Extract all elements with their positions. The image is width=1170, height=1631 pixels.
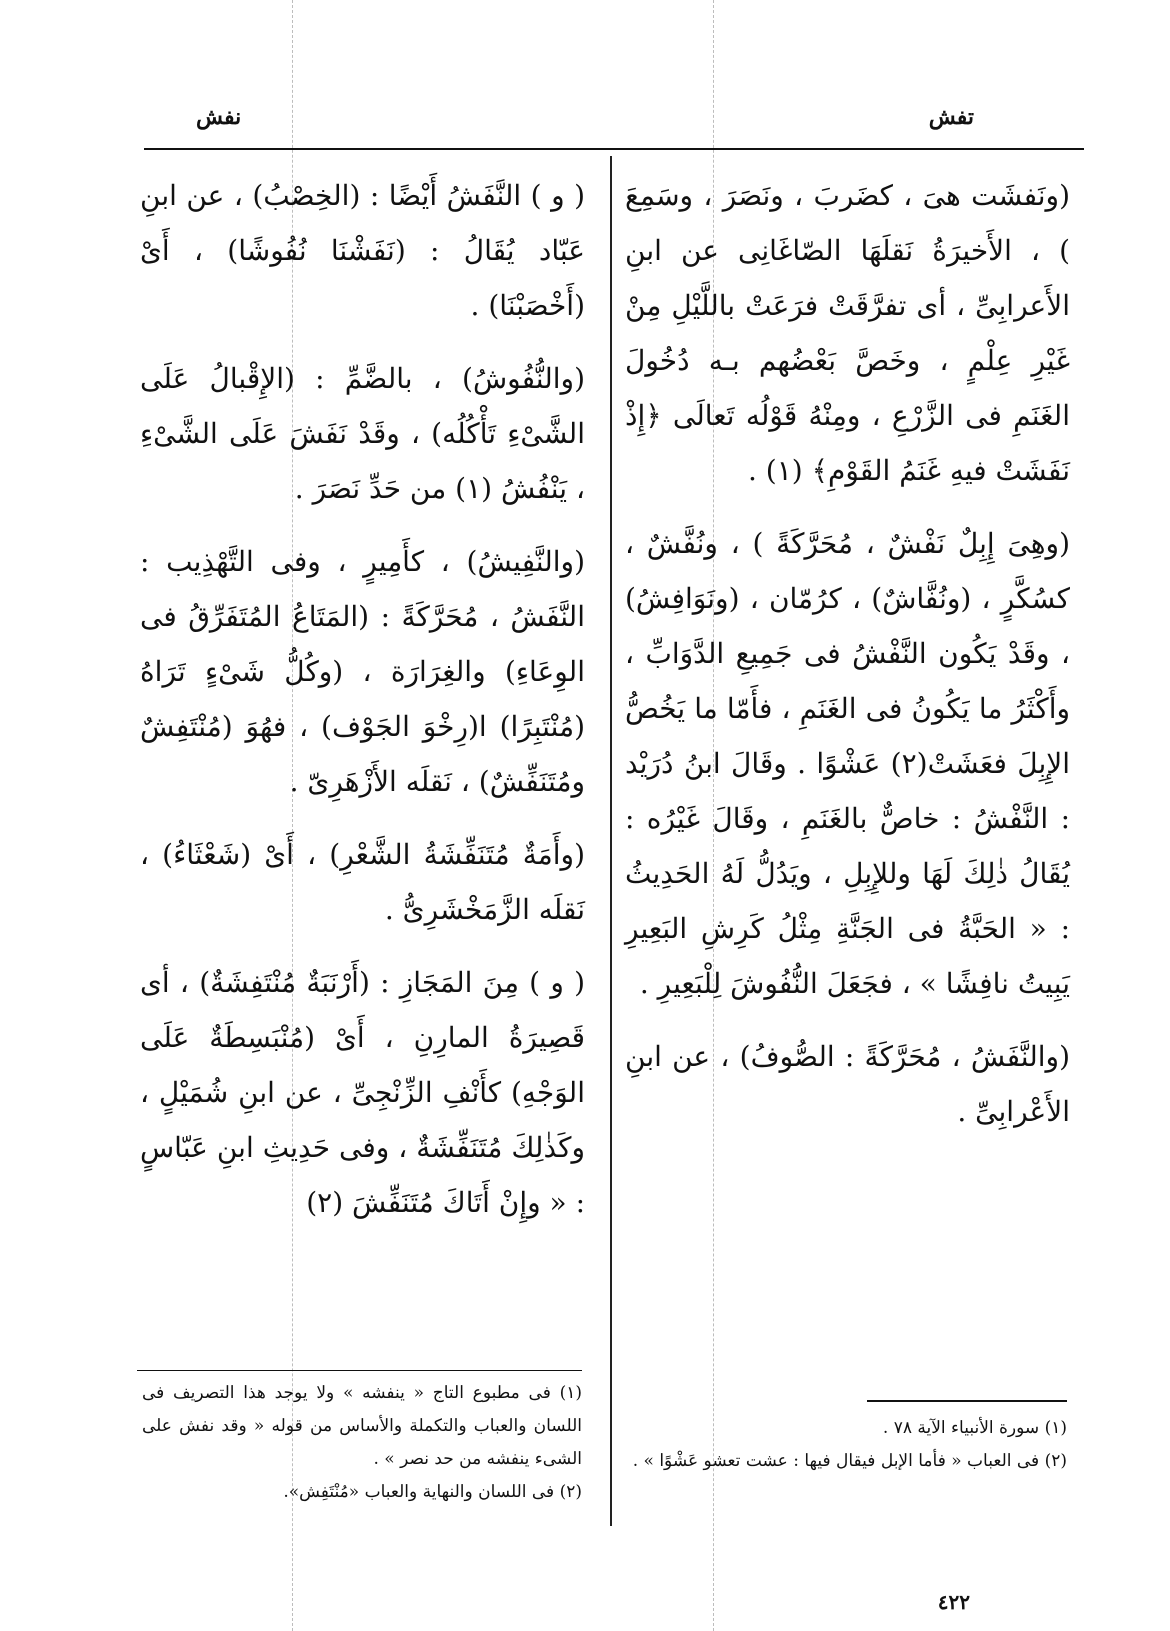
footnote: (٢) فى العباب « فأما الإبل فيقال فيها : عشت تعشو عَشْوًا » . xyxy=(632,1451,1067,1471)
footnote-rule xyxy=(867,1400,1067,1402)
header-guide-word-right: تفش xyxy=(928,104,974,130)
left-column xyxy=(140,168,585,1248)
entry-paragraph: (والنُّفُوشُ) ، بالضَّمِّ : (الإِقْبالُ عَلَى الشَّىْءِ تَأْكُلُه) ، وقَدْ نَفَشَ عَلَى الشَّىْءِ ، يَنْفُشُ (١) من حَدِّ نَصَرَ . xyxy=(140,362,585,505)
page-header xyxy=(0,104,1170,144)
footnote: (١) فى مطبوع التاج « ينفشه » ولا يوجد هذا التصريف فى اللسان والعباب والتكملة والأساس من قوله « وقد نفش على الشىء ينفشه من حد نصر » . xyxy=(142,1383,582,1469)
entry-paragraph: (ونَفشَت هىَ ، كضَربَ ، ونَصَرَ ، وسَمِعَ ) ، الأَخيرَةُ نَقلَهَا الصّاغَانِى عن ابنِ الأَعرابِىِّ ، أى تفرَّقَتْ فرَعَتْ باللَّيْلِ مِنْ غَيْرِ عِلْمٍ ، وخَصَّ بَعْضُهم بـه دُخُولَ الغَنَمِ فى الزَّرْعِ ، ومِنْهُ قَوْلُه تَعالَى ﴿إِذْ نَفَشَتْ فيهِ غَنَمُ القَوْمِ﴾ (١) . xyxy=(625,179,1070,487)
footnote-rule xyxy=(137,1370,582,1371)
footnote: (١) سورة الأنبياء الآية ٧٨ . xyxy=(882,1418,1067,1438)
footnote: (٢) فى اللسان والنهاية والعباب «مُنْتَفِش». xyxy=(283,1482,582,1502)
column-divider xyxy=(610,156,612,1526)
entry-paragraph: ( و ) مِنَ المَجَازِ : (أَرْنَبَةٌ مُنْتَفِشَةٌ) ، أى قَصِيرَةُ المارِنِ ، أَىْ (مُنْبَسِطَةٌ عَلَى الوَجْهِ) كأَنْفِ الزِّنْجِىِّ ، عن ابنِ شُمَيْلٍ ، وكَذٰلِكَ مُتَنَفِّشَةٌ ، وفى حَدِيثِ ابنِ عَبّاسٍ : « وإِنْ أَتَاكَ مُتَنَفِّشَ (٢) xyxy=(140,966,585,1219)
page-number: ٤٢٢ xyxy=(937,1590,970,1614)
header-guide-word-left: نفش xyxy=(196,104,242,130)
entry-paragraph: (وأَمَةٌ مُتَنَفِّشَةُ الشَّعْرِ) ، أَىْ (شَعْثَاءُ) ، نَقلَه الزَّمَخْشَرِىُّ . xyxy=(140,838,585,926)
right-footnotes xyxy=(627,1400,1067,1478)
entry-paragraph: (والنَّفَشُ ، مُحَرَّكَةً : الصُّوفُ) ، عن ابنِ الأَعْرابِىِّ . xyxy=(625,1040,1070,1128)
entry-paragraph: ( و ) النَّفَشُ أَيْضًا : (الخِصْبُ) ، عن ابنِ عَبّاد يُقَالُ : (نَفَشْنَا نُفُوشًا) ، أَىْ (أَخْصَبْنَا) . xyxy=(140,179,585,322)
entry-paragraph: (والنَّفِيشُ) ، كأَمِيرٍ ، وفى التَّهْذِيب : النَّفَشُ ، مُحَرَّكَةً : (المَتَاعُ المُتَفَرِّقُ فى الوِعَاءِ) والغِرَارَة ، (وكُلُّ شَىْءٍ تَرَاهُ (مُنْتَبِرًا) ا(رِخْوَ الجَوْف) ، فهُوَ (مُنْتَفِشٌ ومُتَنَفِّشٌ) ، نَقلَه الأَزْهَرِىّ . xyxy=(140,545,585,798)
entry-paragraph: (وهِىَ إِبِلٌ نَفْشٌ ، مُحَرَّكَةً ) ، ونُفَّشٌ ، كسُكَّرٍ ، (ونُفَّاشٌ) ، كرُمّان ، (ونَوَافِشُ) ، وقَدْ يَكُون النَّفْشُ فى جَمِيعِ الدَّوَابِّ ، وأَكْثَرُ ما يَكُونُ فى الغَنَمِ ، فأَمّا ما يَخُصُّ الإِبِلَ فعَشَتْ(٢) عَشْوًا . وقَالَ ابنُ دُرَيْد : النَّفْشُ : خاصٌّ بالغَنَمِ ، وقَالَ غَيْرُه : يُقَالُ ذٰلِكَ لَهَا وللإِبِلِ ، ويَدُلُّ لَهُ الحَدِيثُ : « الحَبَّةُ فى الجَنَّةِ مِثْلُ كَرِشِ البَعِيرِ يَبِيتُ نافِشًا » ، فجَعَلَ النُّفُوشَ لِلْبَعِيرِ . xyxy=(625,527,1071,1000)
right-column xyxy=(625,168,1070,1157)
left-footnotes xyxy=(142,1370,582,1509)
header-rule xyxy=(144,148,1084,150)
